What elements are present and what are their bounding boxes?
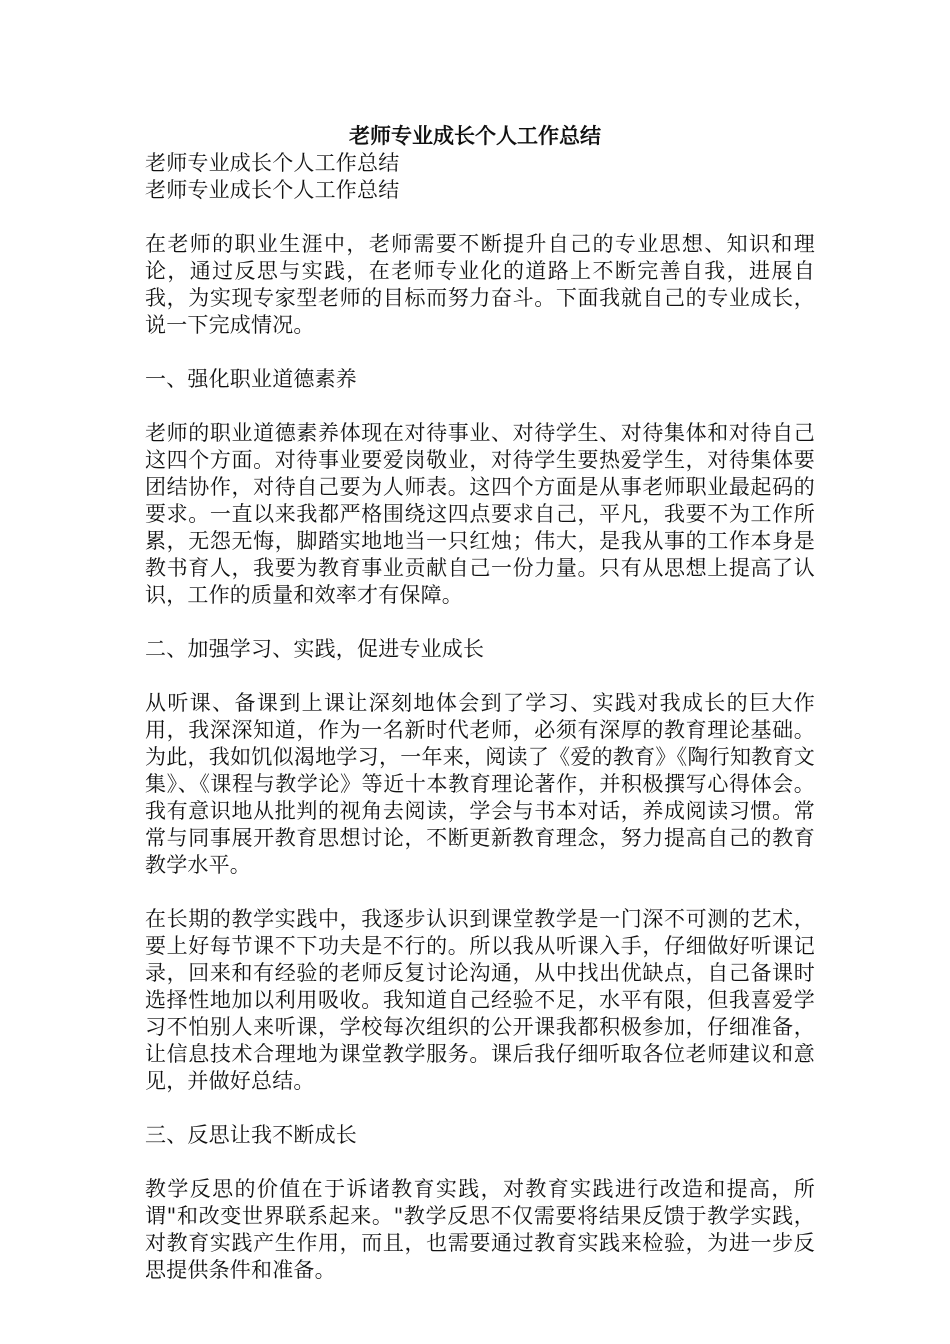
paragraph-gap	[145, 879, 815, 906]
section-2-paragraph-2: 在长期的教学实践中，我逐步认识到课堂教学是一门深不可测的艺术，要上好每节课不下功夫是不行的。所以我从听课入手，仔细做好听课记录，回来和有经验的老师反复讨论沟通，从中找出优缺点，自己备课时选择性地加以利用吸收。我知道自己经验不足，水平有限，但我喜爱学习不怕别人来听课，学校每次组织的公开课我都积极参加，仔细准备，让信息技术合理地为课堂教学服务。课后我仔细听取各位老师建议和意见，并做好总结。	[145, 907, 815, 1093]
section-3-paragraph: 教学反思的价值在于诉诸教育实践，对教育实践进行改造和提高，所谓"和改变世界联系起来。"教学反思不仅需要将结果反馈于教学实践，对教育实践产生作用，而且，也需要通过教育实践来检验，为进一步反思提供条件和准备。	[145, 1177, 815, 1282]
paragraph-gap	[145, 609, 815, 636]
paragraph-gap	[145, 1149, 815, 1176]
document-title: 老师专业成长个人工作总结	[349, 123, 601, 148]
intro-paragraph: 在老师的职业生涯中，老师需要不断提升自己的专业思想、知识和理论，通过反思与实践，在老师专业化的道路上不断完善自我，进展自我，为实现专家型老师的目标而努力奋斗。下面我就自己的专业成长，说一下完成情况。	[145, 232, 815, 337]
subtitle-line-2: 老师专业成长个人工作总结	[145, 178, 400, 202]
section-heading-2: 二、加强学习、实践，促进专业成长	[145, 637, 485, 661]
section-2-paragraph-1: 从听课、备课到上课让深刻地体会到了学习、实践对我成长的巨大作用，我深深知道，作为一名新时代老师，必须有深厚的教育理论基础。为此，我如饥似渴地学习，一年来，阅读了《爱的教育》《陶行知教育文集》、《课程与教学论》等近十本教育理论著作，并积极撰写心得体会。我有意识地从批判的视角去阅读，学会与书本对话，养成阅读习惯。常常与同事展开教育思想讨论，不断更新教育理念，努力提高自己的教育教学水平。	[145, 691, 815, 877]
section-heading-1: 一、强化职业道德素养	[145, 367, 357, 391]
document-body	[145, 150, 815, 1284]
paragraph-gap	[145, 393, 815, 420]
section-1-paragraph: 老师的职业道德素养体现在对待事业、对待学生、对待集体和对待自己这四个方面。对待事业要爱岗敬业，对待学生要热爱学生，对待集体要团结协作，对待自己要为人师表。这四个方面是从事老师职业最起码的要求。一直以来我都严格围绕这四点要求自己，平凡，我要不为工作所累，无怨无悔，脚踏实地地当一只红烛；伟大，是我从事的工作本身是教书育人，我要为教育事业贡献自己一份力量。只有从思想上提高了认识，工作的质量和效率才有保障。	[145, 421, 815, 607]
paragraph-gap	[145, 663, 815, 690]
subtitle-line-1: 老师专业成长个人工作总结	[145, 151, 400, 175]
paragraph-gap	[145, 339, 815, 366]
paragraph-gap	[145, 204, 815, 231]
section-heading-3: 三、反思让我不断成长	[145, 1123, 357, 1147]
paragraph-gap	[145, 1095, 815, 1122]
